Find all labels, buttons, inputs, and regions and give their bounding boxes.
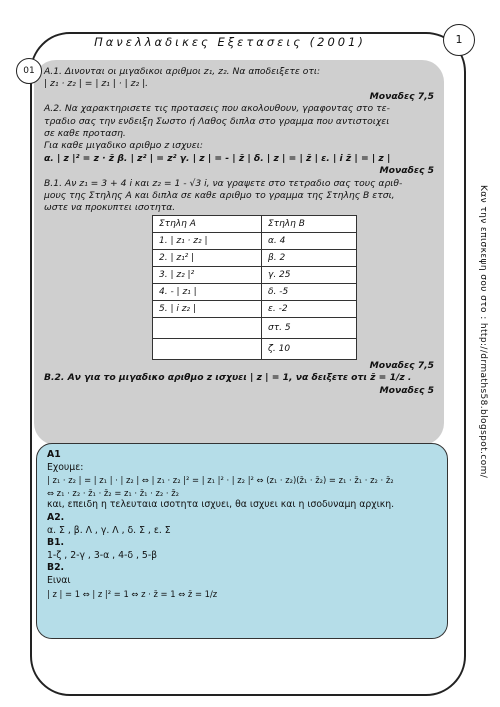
solution-a2-answer: α. Σ , β. Λ , γ. Λ , δ. Σ , ε. Σ xyxy=(47,524,171,536)
table-row xyxy=(153,300,357,317)
table-cell-a: 2. | z₁² | xyxy=(153,249,262,266)
table-cell-b: δ. -5 xyxy=(262,283,357,300)
solution-b2-intro: Ειναι xyxy=(47,574,71,586)
a2-text-3: σε καθε προταση. xyxy=(44,128,126,140)
table-cell-a xyxy=(153,338,262,359)
a2-text-1: Α.2. Να χαρακτηρισετε τις προτασεις που ακολουθουν, γραφοντας στο τε- xyxy=(44,103,390,115)
solution-a1-line-3: και, επειδη η τελευταια ισοτητα ισχυει, θα ισχυει και η ισοδυναμη αρχικη. xyxy=(47,499,395,511)
table-row xyxy=(153,283,357,300)
solution-a1-label: Α1 xyxy=(47,449,61,460)
table-cell-a: 5. | i z₂ | xyxy=(153,300,262,317)
solution-b1-answer: 1-ζ , 2-γ , 3-α , 4-δ , 5-β xyxy=(47,549,158,561)
section-number-badge: 01 xyxy=(16,58,42,84)
table-cell-b: ζ. 10 xyxy=(262,338,357,359)
solution-a1-intro: Εχουμε: xyxy=(47,461,84,473)
b1-marks: Μοναδες 7,5 xyxy=(369,359,434,371)
solution-box xyxy=(36,443,448,639)
solution-b2-label: Β2. xyxy=(47,562,65,574)
side-link-text[interactable]: Καν την επισκεψη σου στο : http://drmaths58.blogspot.com/ xyxy=(478,185,488,479)
table-cell-b: ε. -2 xyxy=(262,300,357,317)
table-row xyxy=(153,232,357,249)
table-cell-b: στ. 5 xyxy=(262,317,357,338)
problem-box xyxy=(34,60,444,445)
a2-statements: α. | z |² = z · z̄ β. | z² | = z² γ. | z | = - | z̄ | δ. | z | = | z̄ | ε. | i z̄ | = | z | xyxy=(44,152,391,164)
a1-marks: Μοναδες 7,5 xyxy=(369,90,434,102)
table-cell-b: γ. 25 xyxy=(262,266,357,283)
table-cell-b: α. 4 xyxy=(262,232,357,249)
table-cell-b: β. 2 xyxy=(262,249,357,266)
matching-table xyxy=(152,215,357,360)
table-cell-a: 1. | z₁ · z₂ | xyxy=(153,232,262,249)
solution-a1-line-1: | z₁ · z₂ | = | z₁ | · | z₂ | ⇔ | z₁ · z₂ |² = | z₁ |² · | z₂ |² ⇔ (z₁ · z₂)(z̄₁ · z̄₂) = z₁ · z̄₁ · z₂ · z̄₂ xyxy=(47,475,394,486)
table-row xyxy=(153,249,357,266)
b1-text-3: ωστε να προκυπτει ισοτητα. xyxy=(44,202,176,214)
table-cell-a: 3. | z₂ |² xyxy=(153,266,262,283)
table-cell-a xyxy=(153,317,262,338)
solution-b2-line: | z | = 1 ⇔ | z |² = 1 ⇔ z · z̄ = 1 ⇔ z̄ = 1/z xyxy=(47,588,218,599)
column-b-header: Στηλη Β xyxy=(262,215,357,232)
page-header: Πανελλαδικες Εξετασεις (2001) xyxy=(94,35,366,49)
table-cell-a: 4. - | z₁ | xyxy=(153,283,262,300)
solution-a2-label: Α2. xyxy=(47,511,65,523)
a2-text-2: τραδιο σας την ενδειξη Σωστο ή Λαθος διπλα στο γραμμα που αντιστοιχει xyxy=(44,115,390,127)
b1-text-1: Β.1. Αν z₁ = 3 + 4 i και z₂ = 1 - √3 i, να γραψετε στο τετραδιο σας τους αριθ- xyxy=(44,177,403,189)
page-number-badge: 1 xyxy=(443,24,475,56)
solution-a1-line-2: ⇔ z₁ · z₂ · z̄₁ · z̄₂ = z₁ · z̄₁ · z₂ · z̄₂ xyxy=(47,487,179,498)
solution-b1-label: Β1. xyxy=(47,537,65,549)
a1-text: Α.1. Δινονται οι μιγαδικοι αριθμοι z₁, z₂. Να αποδειξετε οτι: xyxy=(44,66,321,77)
column-a-header: Στηλη Α xyxy=(153,215,262,232)
table-row xyxy=(153,338,357,359)
a1-formula: | z₁ · z₂ | = | z₁ | · | z₂ |. xyxy=(44,78,149,90)
b1-text-2: μους της Στηλης Α και διπλα σε καθε αριθμο το γραμμα της Στηλης Β ετσι, xyxy=(44,190,395,202)
b2-text: Β.2. Αν για το μιγαδικο αριθμο z ισχυει | z | = 1, να δειξετε οτι z̄ = 1/z . xyxy=(44,372,412,384)
b2-marks: Μοναδες 5 xyxy=(379,384,434,396)
table-row xyxy=(153,266,357,283)
table-row xyxy=(153,317,357,338)
a2-marks: Μοναδες 5 xyxy=(379,165,434,177)
a2-text-4: Για καθε μιγαδικο αριθμο z ισχυει: xyxy=(44,140,203,152)
